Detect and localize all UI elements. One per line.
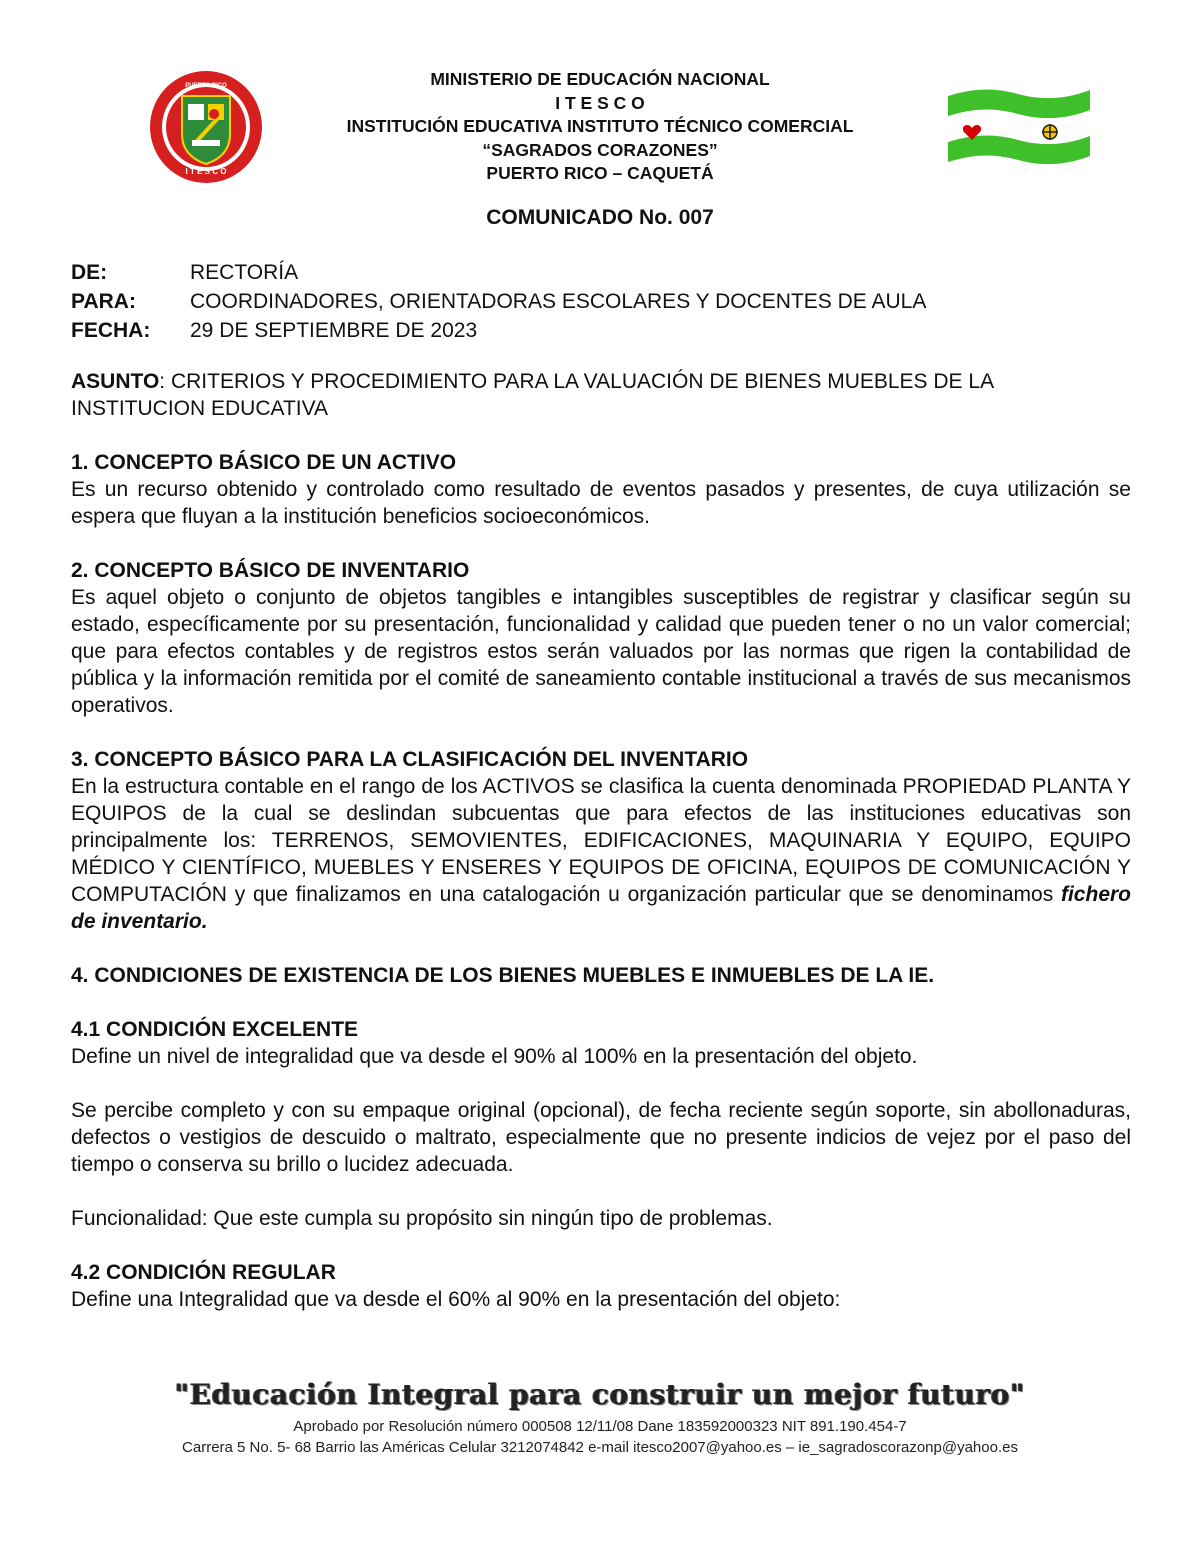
document-body xyxy=(71,368,1131,1313)
logo-inner-text: PUERTO RICO xyxy=(185,83,227,89)
meta-from-label: DE: xyxy=(71,261,108,284)
subject-text: : CRITERIOS Y PROCEDIMIENTO PARA LA VALUACIÓN DE BIENES MUEBLES DE LA INSTITUCION EDUCATIVA xyxy=(71,370,993,420)
meta-from-value: RECTORÍA xyxy=(190,261,299,284)
meta-to-row xyxy=(71,287,926,316)
footer-slogan: "Educación Integral para construir un mejor futuro" xyxy=(174,1378,1026,1411)
section-4-2-title: 4.2 CONDICIÓN REGULAR xyxy=(71,1261,336,1284)
meta-date-label: FECHA: xyxy=(71,319,151,342)
header-acronym: I T E S C O xyxy=(555,92,645,113)
section-2-title: 2. CONCEPTO BÁSICO DE INVENTARIO xyxy=(71,559,470,582)
institution-header xyxy=(0,68,1200,186)
section-2-text: Es aquel objeto o conjunto de objetos tangibles e intangibles susceptibles de registrar y clasificar según su estado, específicamente por su presentación, funcionalidad y calidad que pueden tener o no un valor comercial; que para efectos contables y de registros estos serán valuados por las normas que rigen la contabilidad de pública y la información remitida por el comité de saneamiento contable institucional a través de sus mecanismos operativos. xyxy=(71,586,1131,717)
header-ministry: MINISTERIO DE EDUCACIÓN NACIONAL xyxy=(430,69,770,89)
section-3-title: 3. CONCEPTO BÁSICO PARA LA CLASIFICACIÓN DEL INVENTARIO xyxy=(71,748,749,771)
section-4-1-text-3: Funcionalidad: Que este cumpla su propósito sin ningún tipo de problemas. xyxy=(71,1207,773,1230)
section-4-title: 4. CONDICIONES DE EXISTENCIA DE LOS BIENES MUEBLES E INMUEBLES DE LA IE. xyxy=(71,964,935,987)
meta-date-value: 29 DE SEPTIEMBRE DE 2023 xyxy=(190,319,478,342)
section-4-1-text-2: Se percibe completo y con su empaque original (opcional), de fecha reciente según soporte, sin abollonaduras, defectos o vestigios de descuido o maltrato, especialmente que no presente indicios de vejez por el paso del tiempo o conserva su brillo o lucidez adecuada. xyxy=(71,1099,1131,1176)
section-4-1-title: 4.1 CONDICIÓN EXCELENTE xyxy=(71,1018,359,1041)
section-1-text: Es un recurso obtenido y controlado como resultado de eventos pasados y presentes, de cuya utilización se espera que fluyan a la institución beneficios socioeconómicos. xyxy=(71,478,1131,528)
header-institution: INSTITUCIÓN EDUCATIVA INSTITUTO TÉCNICO COMERCIAL xyxy=(346,116,854,136)
subject-paragraph xyxy=(71,368,1131,422)
section-3-text-paragraph xyxy=(71,773,1131,935)
section-3-emphasis: fichero de inventario. xyxy=(71,883,1131,933)
section-4-1-text: Define un nivel de integralidad que va desde el 90% al 100% en la presentación del objeto. xyxy=(71,1045,918,1068)
meta-from-row xyxy=(71,258,926,287)
footer-info xyxy=(0,1416,1200,1458)
section-4-2-text: Define una Integralidad que va desde el 60% al 90% en la presentación del objeto: xyxy=(71,1288,841,1311)
section-3-text: En la estructura contable en el rango de los ACTIVOS se clasifica la cuenta denominada PROPIEDAD PLANTA Y EQUIPOS de la cual se deslindan subcuentas que para efectos de las instituciones educativas son principalmente los: TERRENOS, SEMOVIENTES, EDIFICACIONES, MAQUINARIA Y EQUIPO, EQUIPO MÉDICO Y CIENTÍFICO, MUEBLES Y ENSERES Y EQUIPOS DE OFICINA, EQUIPOS DE COMUNICACIÓN Y COMPUTACIÓN y que finalizamos en una catalogación u organización particular que se denominamos xyxy=(71,775,1131,906)
footer-approval: Aprobado por Resolución número 000508 12/11/08 Dane 183592000323 NIT 891.190.454-7 xyxy=(293,1418,907,1435)
header-location: PUERTO RICO – CAQUETÁ xyxy=(486,163,714,183)
footer-contact: Carrera 5 No. 5- 68 Barrio las Américas Celular 3212074842 e-mail itesco2007@yahoo.es – ie_sagradoscorazonp@yahoo.es xyxy=(182,1439,1018,1456)
logo-bottom-text: I T E S C O xyxy=(185,167,227,176)
meta-to-label: PARA: xyxy=(71,290,136,313)
meta-to-value: COORDINADORES, ORIENTADORAS ESCOLARES Y DOCENTES DE AULA xyxy=(190,290,927,313)
section-1-title: 1. CONCEPTO BÁSICO DE UN ACTIVO xyxy=(71,451,457,474)
subject-label: ASUNTO xyxy=(71,370,160,393)
header-motto: “SAGRADOS CORAZONES” xyxy=(482,139,718,160)
memo-meta xyxy=(71,258,926,345)
meta-date-row xyxy=(71,316,926,345)
document-title: COMUNICADO No. 007 xyxy=(486,206,714,229)
